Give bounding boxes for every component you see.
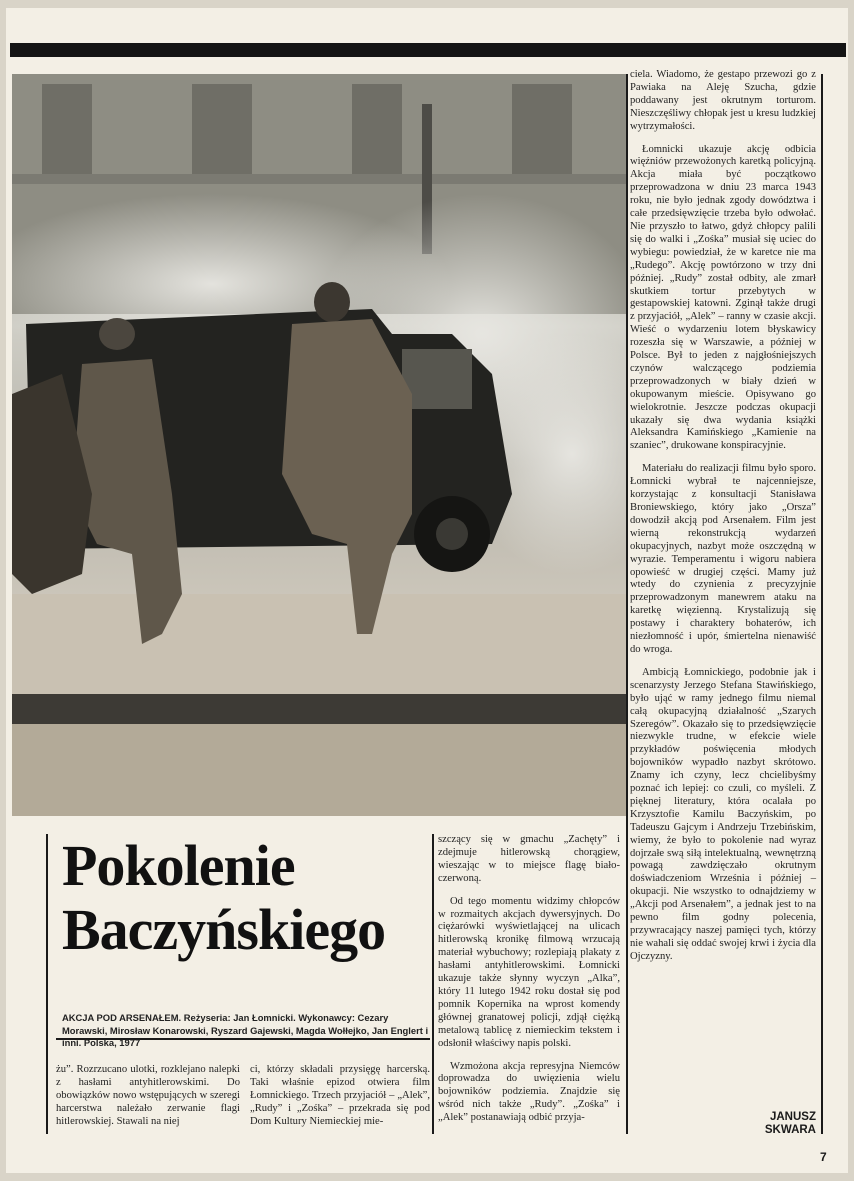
paragraph: Wzmożona akcja represyjna Niemców doprowadza do uwięzienia wielu bojowników podziemia. Znajdzie się wśród nich także „Rudy”. „Zośka” i „Alek” postanawiają odbić przyja- <box>438 1060 620 1124</box>
title-line: Pokolenie <box>62 833 295 898</box>
right-column <box>630 69 816 974</box>
paragraph: Ambicją Łomnickiego, podobnie jak i scenarzysty Jerzego Stefana Stawińskiego, było ująć w ramy jednego filmu niemal całą okupacyjną działalność „Szarych Szeregów”. Okazało się to przedsięwzięcie niezwykle trudne, w efekcie wiele przykładów poświęcenia młodych bojowników wypadło nazbyt skrótowo. Znamy ich czyny, lecz chcielibyśmy poznać ich lepiej: co czuli, co myśleli. Z pięknej literatury, która ocalała po Krzysztofie Kamilu Baczyńskim, po Tadeuszu Gajcym i Andrzeju Trzebińskim, wiemy, że było to pokolenie nad wyraz dojrzałe swą siłą intelektualną, wewnętrzną powagą zawdzięczało okrutnym doświadczeniom Września i później – okupacji. Nie wszystko to odnajdziemy w „Akcji pod Arsenałem”, a jednak jest to na pewno film godny polecenia, przywracający naszej pamięci tych, którzy nie wahali się oddać swojej krwi i życia dla Ojczyzny. <box>630 666 816 962</box>
film-still-photo <box>12 74 628 816</box>
paragraph: szczący się w gmachu „Zachęty” i zdejmuje hitlerowską chorągiew, wieszając w to miejsce flagę biało-czerwoną. <box>438 834 620 884</box>
film-credits: AKCJA POD ARSENAŁEM. Reżyseria: Jan Łomnicki. Wykonawcy: Cezary Morawski, Mirosław Konarowski, Ryszard Gajewski, Magda Wołłejko, Jan Englert i inni. Polska, 1977 <box>62 1012 429 1048</box>
paragraph: Łomnicki ukazuje akcję odbicia więźniów przewożonych karetką policyjną. Akcja miała być początkowo przeprowadzona w dniu 23 marca 1943 roku, nie było jednak zgody dowództwa i całe przedsięwzięcie trzeba było odwołać. Nie przyszło to łatwo, gdyż chłopcy palili się do walki i „Zośka” musiał się uciec do wybiegu: powiedział, że w karetce nie ma „Rudego”. Akcję powtórzono w trzy dni później. „Rudy” został odbity, ale zmarł skutkiem tortur przebytych w gestapowskiej katowni. Zginął także drugi z przyjaciół, „Alek” – ranny w czasie akcji. Wieść o wydarzeniu lotem błyskawicy rozeszła się w Warszawie, a później w Polsce. Był to jeden z najgłośniejszych czynów walczącego podziemia przeprowadzonych w biały dzień w okupowanym mieście. Opisywano go wielokrotnie. Jeszcze podczas okupacji ukazały się dwa wydania książki Aleksandra Kamińskiego „Kamienie na szaniec”, drukowane konspiracyjnie. <box>630 143 816 452</box>
paragraph: ci, którzy składali przysięgę harcerską. Taki właśnie epizod otwiera film Łomnickiego. Trzech przyjaciół – „Alek”, „Rudy” i „Zośka” – przekrada się pod Dom Kultury Niemieckiej mie- <box>250 1064 430 1127</box>
article-title <box>62 834 442 962</box>
header-bar <box>10 43 846 57</box>
paragraph: żu”. Rozrzucano ulotki, rozklejano nalepki z hasłami antyhitlerowskimi. Do obowiązków nowo wstępujących w szeregi harcerstwa należało zerwanie flagi hitlerowskiej. Stawali na niej <box>56 1064 240 1127</box>
title-line: Baczyńskiego <box>62 897 386 962</box>
paragraph: Materiału do realizacji filmu było sporo. Łomnicki wybrał te najcenniejsze, korzystając z konsultacji Stanisława Broniewskiego, który jako „Orsza” dowodził akcją pod Arsenałem. Film jest wierną rekonstrukcją wydarzeń okupacyjnych, nazbyt może oszczędną w wyrazie. Temperamentu i wigoru nabiera opowieść w drugiej części. Mamy już wtedy do czynienia z precyzyjnie przeprowadzonym manewrem ataku na karetkę więzienną. Krystalizują się postawy i charaktery bohaterów, ich niezłomność i upór, śmiertelna nienawiść do wroga. <box>630 463 816 655</box>
middle-column <box>438 834 620 1135</box>
magazine-page <box>6 8 848 1173</box>
page-number: 7 <box>820 1150 827 1164</box>
paragraph: ciela. Wiadomo, że gestapo przewozi go z Pawiaka na Aleję Szucha, gdzie poddawany jest okrutnym torturom. Nieszczęśliwy chłopak jest u kresu ludzkiej wytrzymałości. <box>630 69 816 132</box>
bottom-middle-column <box>250 1064 430 1139</box>
paragraph: Od tego momentu widzimy chłopców w rozmaitych akcjach dywersyjnych. Do ciężarówki wyświetlającej na ulicach hitlerowską kronikę filmową wrzucają materiał wybuchowy; rozlepiają plakaty z hasłami antyhitlerowskimi. Łomnicki ukazuje także słynny wyczyn „Alka”, który 11 lutego 1942 roku dostał się pod pomnik Kopernika na wprost komendy głównej granatowej policji, zdjął ciężką metalową tablicę z niemieckim tekstem i odsłonił właściwy napis polski. <box>438 895 620 1049</box>
author-last-name: SKWARA <box>764 1124 816 1136</box>
column-rule <box>46 834 48 1134</box>
author-first-name: JANUSZ <box>769 1111 816 1123</box>
column-rule <box>626 74 628 1134</box>
author-byline <box>765 1111 816 1137</box>
bottom-left-column <box>56 1064 240 1139</box>
column-rule <box>821 74 823 1134</box>
